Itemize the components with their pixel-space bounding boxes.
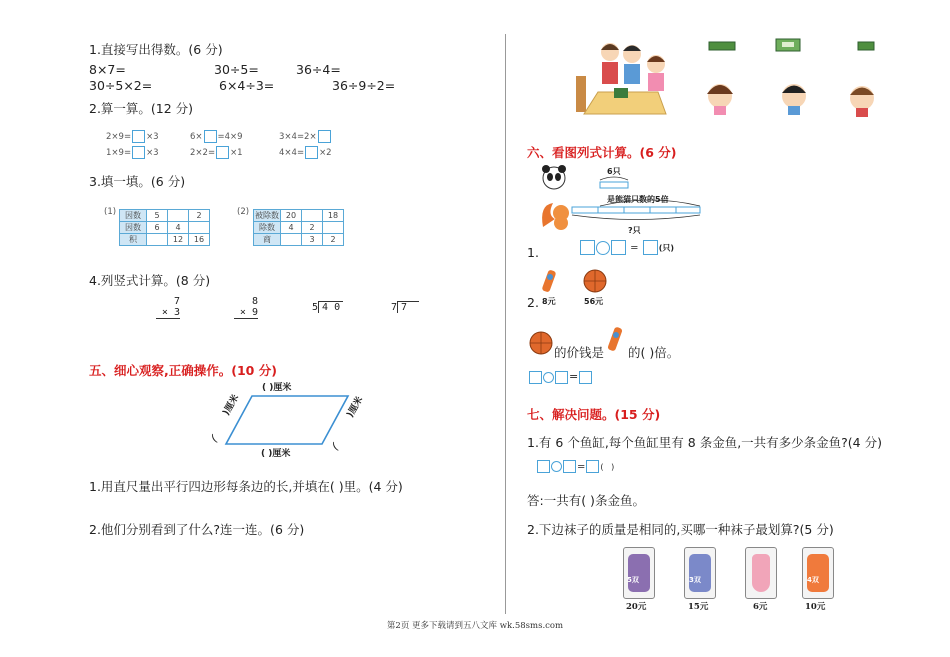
q2-item: 6× =4×9 [190, 132, 243, 142]
answer-box[interactable] [305, 146, 318, 159]
label-top-side: ( )厘米 [262, 383, 292, 393]
answer-box[interactable] [529, 371, 542, 384]
s7-q2-text: 2.下边袜子的质量是相同的,买哪一种袜子最划算?(5 分) [527, 522, 834, 537]
sentence-part-a: 的价钱是 [554, 345, 605, 360]
label-left-side: )厘米 [221, 393, 242, 418]
answer-box[interactable] [204, 130, 217, 143]
object-view-end-icon [857, 40, 875, 52]
q2-item: 2×2= ×1 [190, 148, 243, 158]
section7-title: 七、解决问题。(15 分) [527, 407, 661, 422]
table-division: 被除数 20 18 除数 4 2 商 3 2 [253, 209, 344, 246]
q1-item: 30÷5= [214, 62, 259, 77]
children-at-table-illustration [574, 36, 674, 116]
q2-item: 2×9= ×3 [106, 132, 159, 142]
q1-item: 6×4÷3= [219, 78, 275, 93]
s7-answer-line: 答:一共有( )条金鱼。 [527, 493, 645, 508]
sock-pack[interactable] [745, 547, 777, 599]
table1-label: (1) [104, 207, 117, 217]
q1-item: 30÷5×2= [89, 78, 153, 93]
q2-item: 1×9= ×3 [106, 148, 159, 158]
answer-box[interactable] [611, 240, 626, 255]
operator-circle[interactable] [543, 372, 554, 383]
price-small-item: 8元 [542, 297, 556, 306]
object-view-side-icon [708, 40, 736, 52]
pack-pairs: 3双 [689, 576, 701, 584]
long-division: 5 4 0 [312, 302, 343, 313]
pack-pairs: 4双 [807, 576, 819, 584]
small-item-icon [607, 325, 625, 355]
equation-3: = ( ) [536, 460, 614, 473]
segment-top-label: 6只 [607, 167, 621, 176]
q1-item: 8×7= [89, 62, 126, 77]
segment-question-label: ?只 [628, 226, 641, 235]
price-basketball: 56元 [584, 297, 604, 306]
q1-item: 36÷4= [296, 62, 341, 77]
operator-circle[interactable] [551, 461, 562, 472]
boy-brown-hair-icon [845, 78, 879, 118]
pack-price: 10元 [805, 602, 826, 612]
equation-2: = [528, 370, 593, 384]
segment-relation-label: 是熊猫只数的5倍 [607, 195, 669, 204]
answer-box[interactable] [643, 240, 658, 255]
panda-icon [540, 163, 568, 191]
vertical-multiplication: 7 × 3 [156, 296, 180, 319]
paren-right: ( [330, 439, 341, 454]
sock-icon [628, 554, 650, 592]
boy-face-icon [777, 76, 811, 116]
girl-face-icon [702, 76, 738, 116]
q1-item: 36÷9÷2= [332, 78, 396, 93]
answer-box[interactable] [586, 460, 599, 473]
small-item-icon [541, 268, 559, 294]
equation-1: = (只) [579, 240, 674, 255]
sock-pack[interactable] [802, 547, 834, 599]
answer-box[interactable] [132, 130, 145, 143]
label-bottom-side: ( )厘米 [261, 449, 291, 459]
sock-pack[interactable] [623, 547, 655, 599]
q2-item: 4×4= ×2 [279, 148, 332, 158]
operator-circle[interactable] [596, 241, 610, 255]
q5-1-text: 1.用直尺量出平行四边形每条边的长,并填在( )里。(4 分) [89, 479, 403, 494]
sock-icon [807, 554, 829, 592]
answer-box[interactable] [216, 146, 229, 159]
pack-price: 6元 [753, 602, 768, 612]
answer-box[interactable] [537, 460, 550, 473]
table2-label: (2) [237, 207, 250, 217]
answer-box[interactable] [132, 146, 145, 159]
q4-title: 4.列竖式计算。(8 分) [89, 273, 211, 288]
sock-icon [689, 554, 711, 592]
p1-label: 1. [527, 245, 539, 260]
s7-q1-text: 1.有 6 个鱼缸,每个鱼缸里有 8 条金鱼,一共有多少条金鱼?(4 分) [527, 435, 882, 450]
sock-pack[interactable] [684, 547, 716, 599]
long-division: 7 7 [391, 302, 419, 313]
answer-box[interactable] [318, 130, 331, 143]
p2-label: 2. [527, 295, 539, 310]
basketball-icon [528, 330, 554, 356]
basketball-icon [582, 268, 608, 294]
answer-box[interactable] [580, 240, 595, 255]
q2-title: 2.算一算。(12 分) [89, 101, 194, 116]
page-footer: 第2页 更多下载请到五八文库 wk.58sms.com [386, 621, 564, 631]
section6-title: 六、看图列式计算。(6 分) [527, 145, 677, 160]
q5-2-text: 2.他们分别看到了什么?连一连。(6 分) [89, 522, 305, 537]
answer-box[interactable] [555, 371, 568, 384]
parallelogram-figure [210, 378, 380, 468]
table-factor-product: 因数 5 2 因数 6 4 积 12 16 [119, 209, 210, 246]
pack-price: 15元 [688, 602, 709, 612]
q2-item: 3×4=2× [279, 130, 332, 143]
paren-left: ( [209, 431, 220, 446]
object-view-front-icon [775, 38, 801, 52]
column-divider [505, 34, 506, 614]
q3-title: 3.填一填。(6 分) [89, 174, 186, 189]
section5-title: 五、细心观察,正确操作。(10 分) [89, 363, 277, 378]
vertical-multiplication: 8 × 9 [234, 296, 258, 319]
answer-box[interactable] [563, 460, 576, 473]
pack-pairs: 5双 [627, 576, 639, 584]
answer-box[interactable] [579, 371, 592, 384]
squirrel-icon [539, 199, 573, 231]
sentence-part-b: 的( )倍。 [628, 345, 680, 360]
pack-price: 20元 [626, 602, 647, 612]
label-right-side: )厘米 [345, 395, 366, 420]
sock-icon [752, 554, 770, 592]
q1-title: 1.直接写出得数。(6 分) [89, 42, 223, 57]
